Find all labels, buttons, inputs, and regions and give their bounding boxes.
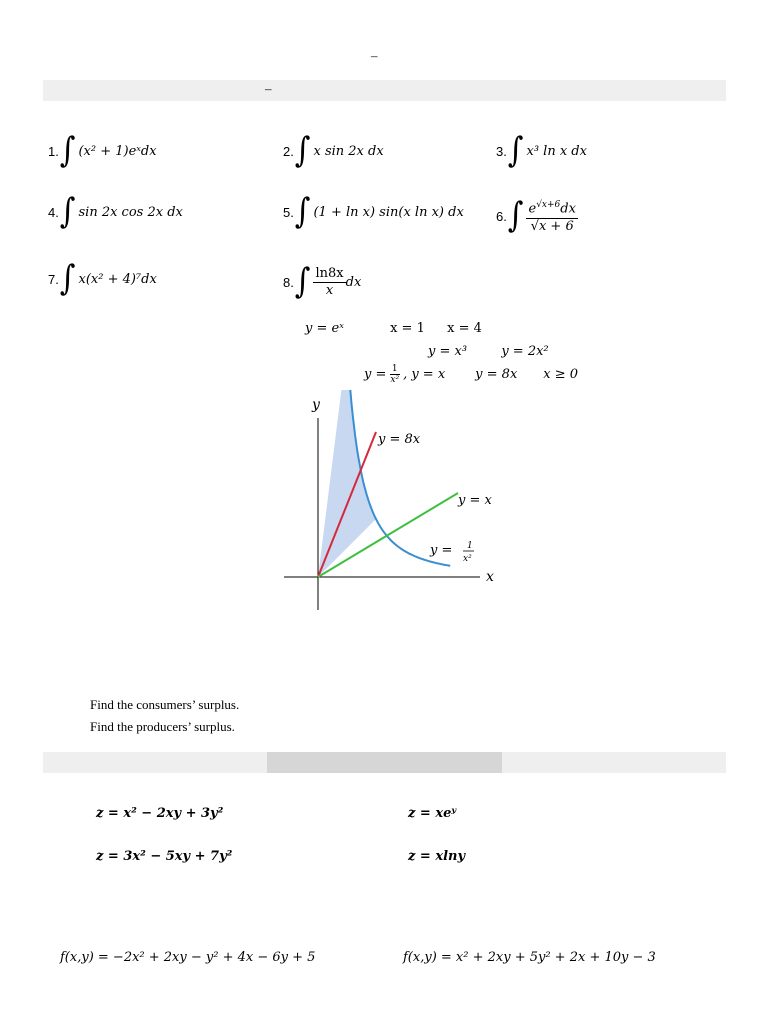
- problem-number: 6.: [496, 208, 507, 224]
- problem-1: [48, 131, 157, 171]
- denominator: x: [325, 282, 334, 298]
- integral-sign: ∫: [59, 130, 76, 171]
- fraction: [388, 364, 401, 385]
- partial-left-1: z = x² − 2xy + 3y²: [96, 806, 224, 821]
- integral-sign: ∫: [294, 130, 311, 171]
- integrand: (1 + ln x) sin(x ln x) dx: [313, 204, 464, 220]
- area-eq-row-1: [305, 321, 482, 336]
- surplus-consumers: Find the consumers’ surplus.: [90, 697, 240, 712]
- problem-number: 5.: [283, 204, 294, 220]
- problem-number: 1.: [48, 143, 59, 159]
- differential: dx: [345, 274, 362, 290]
- problem-3: [496, 131, 587, 171]
- x-axis-label: x: [486, 569, 494, 585]
- numerator: ln8x: [315, 265, 344, 281]
- problem-4: [48, 192, 183, 232]
- eq: y = 2x²: [501, 344, 549, 359]
- integral-sign: ∫: [59, 191, 76, 232]
- partial-left-2: z = 3x² − 5xy + 7y²: [96, 849, 233, 864]
- problem-number: 7.: [48, 271, 59, 287]
- area-eq-row-2: [428, 344, 549, 359]
- band-highlight: [267, 752, 502, 773]
- label-8x: y = 8x: [378, 432, 421, 447]
- function-1: f(x,y) = −2x² + 2xy − y² + 4x − 6y + 5: [60, 950, 316, 965]
- eq: y = eˣ: [305, 321, 344, 336]
- problem-7: [48, 259, 157, 299]
- label-inverse-den: x²: [463, 554, 472, 564]
- problem-number: 8.: [283, 274, 294, 290]
- problem-2: [283, 131, 384, 171]
- label-x: y = x: [458, 493, 492, 508]
- shaded-region: [318, 390, 376, 577]
- numerator: 1: [391, 364, 398, 374]
- top-dash: –: [371, 48, 378, 63]
- eq: x ≥ 0: [543, 367, 579, 382]
- section-band-2: [43, 752, 726, 773]
- problem-5: [283, 192, 464, 232]
- denominator: √x + 6: [530, 218, 574, 234]
- problem-number: 4.: [48, 204, 59, 220]
- fraction: [526, 197, 577, 234]
- label-inverse-num: 1: [467, 541, 473, 551]
- integral-sign: ∫: [59, 258, 76, 299]
- integral-sign: ∫: [294, 261, 311, 302]
- integral-sign: ∫: [507, 130, 524, 171]
- fraction: [313, 266, 345, 299]
- eq: y = x³: [428, 344, 468, 359]
- surplus-producers: Find the producers’ surplus.: [90, 719, 235, 734]
- integrand: x³ ln x dx: [526, 143, 587, 159]
- partial-right-2: z = xlny: [408, 849, 466, 864]
- eq: y =: [364, 367, 387, 382]
- problem-number: 3.: [496, 143, 507, 159]
- eq: , y = x: [403, 367, 446, 382]
- denominator: x²: [390, 375, 400, 385]
- function-2: f(x,y) = x² + 2xy + 5y² + 2x + 10y − 3: [403, 950, 656, 965]
- label-inverse: y =: [430, 543, 453, 558]
- eq: y = 8x: [475, 367, 518, 382]
- band-dash: –: [265, 81, 272, 96]
- integrand: x sin 2x dx: [313, 143, 384, 159]
- integral-sign: ∫: [294, 191, 311, 232]
- eq: x = 4: [447, 321, 482, 336]
- integrand: x(x² + 4)⁷dx: [78, 271, 157, 287]
- integrand: sin 2x cos 2x dx: [78, 204, 183, 220]
- problem-number: 2.: [283, 143, 294, 159]
- area-eq-row-3: [364, 364, 578, 385]
- numerator: e: [528, 201, 537, 217]
- integrand: (x² + 1)eˣdx: [78, 143, 157, 159]
- eq: x = 1: [390, 321, 425, 336]
- y-axis-label: y: [312, 397, 320, 413]
- numerator-tail: dx: [560, 201, 576, 217]
- integral-sign: ∫: [507, 195, 524, 236]
- exponent: √x+6: [536, 200, 561, 211]
- problem-8: [283, 262, 361, 302]
- partial-right-1: z = xeʸ: [408, 806, 457, 821]
- problem-6: [496, 196, 578, 236]
- section-band-1: [43, 80, 726, 101]
- area-graph: [280, 390, 520, 615]
